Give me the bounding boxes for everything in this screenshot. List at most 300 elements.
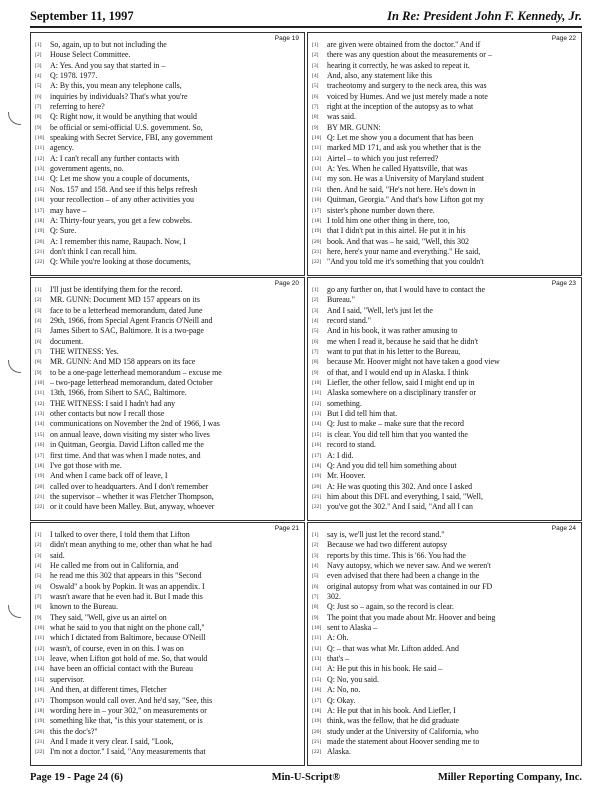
transcript-line bbox=[312, 461, 578, 471]
line-number: [2] bbox=[312, 52, 319, 59]
line-text: are given were obtained from the doctor." And if bbox=[327, 40, 481, 49]
line-text: A: I did. bbox=[327, 450, 354, 460]
transcript-line bbox=[35, 716, 301, 726]
line-number: [13] bbox=[35, 166, 45, 173]
line-number: [2] bbox=[35, 52, 42, 59]
line-number: [20] bbox=[312, 728, 322, 735]
line-text: And then, at different times, Fletcher bbox=[50, 685, 167, 695]
line-text: don't think I can recall him. bbox=[50, 246, 137, 256]
line-number: [4] bbox=[312, 73, 319, 80]
line-text: be official or semi-official U.S. government. So, bbox=[50, 122, 203, 132]
transcript-lines bbox=[35, 285, 301, 513]
transcript-line bbox=[35, 357, 301, 367]
line-text: The point that you made about Mr. Hoover and being bbox=[327, 612, 496, 622]
line-text: voiced by Humes. And we just merely made a note bbox=[327, 91, 488, 101]
transcript-line bbox=[35, 71, 301, 81]
line-text: wasn't aware that he even had it. But I made this bbox=[50, 592, 203, 602]
line-text: I'm not a doctor." I said, "Any measurements that bbox=[50, 747, 206, 757]
line-number: [8] bbox=[35, 359, 42, 366]
line-number: [1] bbox=[312, 532, 319, 538]
transcript-line bbox=[312, 551, 578, 561]
line-text: I've got those with me. bbox=[50, 460, 122, 470]
transcript-line bbox=[312, 582, 578, 592]
transcript-page bbox=[30, 522, 305, 766]
line-number: [9] bbox=[312, 614, 319, 621]
line-number: [16] bbox=[35, 197, 45, 204]
line-number: [6] bbox=[312, 93, 319, 100]
line-number: [17] bbox=[312, 452, 322, 459]
line-number: [13] bbox=[35, 656, 45, 663]
transcript-lines bbox=[35, 530, 301, 758]
line-number: [21] bbox=[35, 493, 45, 500]
line-number: [4] bbox=[312, 318, 319, 325]
line-text: in Quitman, Georgia. David Lifton called me the bbox=[50, 440, 204, 450]
line-text: you've got the 302." And I said, "And all I can bbox=[327, 502, 473, 512]
line-text: or it could have been Malley. But, anyway, whoever bbox=[50, 502, 215, 512]
transcript-line bbox=[35, 696, 301, 706]
line-number: [17] bbox=[35, 697, 45, 704]
transcript-line bbox=[35, 81, 301, 91]
transcript-line bbox=[312, 206, 578, 216]
transcript-line bbox=[312, 592, 578, 602]
transcript-page bbox=[30, 32, 305, 276]
line-number: [21] bbox=[35, 248, 45, 255]
transcript-line bbox=[312, 81, 578, 91]
transcript-line bbox=[35, 316, 301, 326]
transcript-line bbox=[312, 237, 578, 247]
line-text: A: He put that in his book. And Liefler, I bbox=[327, 705, 456, 715]
transcript-line bbox=[312, 430, 578, 440]
transcript-line bbox=[35, 102, 301, 112]
line-text: I talked to over there, I told them that Lifton bbox=[50, 530, 190, 539]
transcript-line bbox=[312, 295, 578, 305]
transcript-line bbox=[312, 247, 578, 257]
line-number: [3] bbox=[35, 552, 42, 559]
line-text: And I made it very clear. I said, "Look, bbox=[50, 736, 174, 746]
line-number: [8] bbox=[312, 114, 319, 121]
transcript-line bbox=[35, 347, 301, 357]
line-text: go any further on, that I would have to contact the bbox=[327, 285, 485, 294]
line-text: I'll just be identifying them for the record. bbox=[50, 285, 183, 294]
transcript-line bbox=[35, 592, 301, 602]
line-text: marked MD 171, and ask you whether that is the bbox=[327, 143, 481, 153]
line-number: [4] bbox=[312, 563, 319, 570]
transcript-line bbox=[312, 706, 578, 716]
transcript-line bbox=[35, 112, 301, 122]
line-number: [14] bbox=[312, 666, 322, 673]
line-text: I told him one other thing in there, too, bbox=[327, 215, 450, 225]
line-text: think, was the fellow, that he did graduate bbox=[327, 716, 460, 726]
line-text: Q: While you're looking at those documents, bbox=[50, 257, 191, 267]
transcript-line bbox=[312, 40, 578, 50]
line-number: [12] bbox=[35, 155, 45, 162]
line-text: And I said, "Well, let's just let the bbox=[327, 305, 433, 315]
line-number: [5] bbox=[35, 573, 42, 580]
transcript-line bbox=[35, 143, 301, 153]
line-text: which I dictated from Baltimore, because O'Neill bbox=[50, 633, 206, 643]
line-number: [19] bbox=[35, 473, 45, 480]
line-text: Q: Sure. bbox=[50, 226, 77, 236]
line-number: [14] bbox=[35, 666, 45, 673]
transcript-line bbox=[35, 92, 301, 102]
line-text: sister's phone number down there. bbox=[327, 205, 435, 215]
line-number: [16] bbox=[35, 442, 45, 449]
line-number: [12] bbox=[35, 400, 45, 407]
line-text: book. And that was – he said, "Well, this 302 bbox=[327, 236, 469, 246]
transcript-line bbox=[35, 675, 301, 685]
line-text: that I didn't put in this airtel. He put it in his bbox=[327, 226, 466, 236]
transcript-line bbox=[312, 644, 578, 654]
line-text: Alaska somewhere on a disciplinary transfer or bbox=[327, 388, 476, 398]
transcript-lines bbox=[35, 40, 301, 268]
transcript-line bbox=[35, 654, 301, 664]
line-text: A: I remember this name, Raupach. Now, I bbox=[50, 236, 186, 246]
transcript-line bbox=[312, 378, 578, 388]
line-number: [1] bbox=[312, 287, 319, 293]
transcript-line bbox=[35, 644, 301, 654]
transcript-line bbox=[35, 195, 301, 205]
line-number: [18] bbox=[312, 462, 322, 469]
line-number: [6] bbox=[35, 338, 42, 345]
line-text: "And you told me it's something that you couldn't bbox=[327, 257, 484, 267]
line-text: speaking with Secret Service, FBI, any government bbox=[50, 133, 213, 143]
line-text: A: Yes. When he called Hyattsville, that was bbox=[327, 164, 468, 174]
line-number: [15] bbox=[35, 186, 45, 193]
line-text: agency. bbox=[50, 143, 74, 153]
transcript-line bbox=[312, 164, 578, 174]
line-number: [8] bbox=[35, 114, 42, 121]
line-text: BY MR. GUNN: bbox=[327, 122, 381, 132]
transcript-line bbox=[312, 747, 578, 757]
transcript-line bbox=[35, 123, 301, 133]
transcript-line bbox=[35, 368, 301, 378]
transcript-line bbox=[35, 326, 301, 336]
transcript-line bbox=[35, 461, 301, 471]
line-text: have been an official contact with the Bureau bbox=[50, 664, 193, 674]
transcript-line bbox=[312, 737, 578, 747]
transcript-line bbox=[35, 571, 301, 581]
transcript-line bbox=[35, 430, 301, 440]
line-number: [3] bbox=[312, 62, 319, 69]
line-number: [16] bbox=[35, 687, 45, 694]
header-case-title: In Re: President John F. Kennedy, Jr. bbox=[387, 9, 582, 23]
line-number: [15] bbox=[35, 431, 45, 438]
line-number: [6] bbox=[312, 338, 319, 345]
line-text: wording here in – your 302," on measurements or bbox=[50, 705, 207, 715]
transcript-line bbox=[312, 654, 578, 664]
line-number: [9] bbox=[35, 124, 42, 131]
line-text: on annual leave, down visiting my sister who lives bbox=[50, 429, 210, 439]
transcript-page bbox=[307, 277, 582, 521]
line-text: A: He put this in his book. He said – bbox=[327, 664, 443, 674]
line-number: [22] bbox=[312, 504, 322, 511]
line-text: Bureau." bbox=[327, 295, 355, 305]
line-text: Liefler, the other fellow, said I might end up in bbox=[327, 378, 475, 388]
line-number: [5] bbox=[35, 328, 42, 335]
line-text: – two-page letterhead memorandum, dated October bbox=[50, 378, 213, 388]
line-text: Q: Okay. bbox=[327, 695, 356, 705]
line-number: [18] bbox=[312, 707, 322, 714]
line-number: [22] bbox=[312, 749, 322, 756]
line-text: there was any question about the measurements or – bbox=[327, 50, 492, 60]
line-number: [20] bbox=[312, 483, 322, 490]
transcript-line bbox=[312, 502, 578, 512]
line-number: [12] bbox=[312, 155, 322, 162]
line-text: to be a one-page letterhead memorandum – excuse me bbox=[50, 367, 222, 377]
line-number: [2] bbox=[312, 297, 319, 304]
transcript-line bbox=[35, 247, 301, 257]
line-number: [16] bbox=[312, 442, 322, 449]
transcript-line bbox=[35, 399, 301, 409]
line-number: [15] bbox=[35, 676, 45, 683]
line-number: [20] bbox=[35, 728, 45, 735]
transcript-line bbox=[35, 306, 301, 316]
transcript-line bbox=[35, 737, 301, 747]
transcript-line bbox=[35, 174, 301, 184]
transcript-line bbox=[35, 295, 301, 305]
line-number: [20] bbox=[312, 238, 322, 245]
line-number: [7] bbox=[35, 349, 42, 356]
line-text: my son. He was a University of Maryland student bbox=[327, 174, 485, 184]
line-text: first time. And that was when I made notes, and bbox=[50, 450, 201, 460]
transcript-line bbox=[35, 337, 301, 347]
line-number: [14] bbox=[35, 176, 45, 183]
transcript-line bbox=[312, 540, 578, 550]
line-number: [18] bbox=[312, 217, 322, 224]
line-number: [22] bbox=[35, 749, 45, 756]
line-number: [6] bbox=[312, 583, 319, 590]
line-number: [21] bbox=[312, 248, 322, 255]
line-text: communications on November the 2nd of 1966, I was bbox=[50, 419, 220, 429]
line-number: [5] bbox=[312, 328, 319, 335]
page-number-label: Page 24 bbox=[551, 525, 576, 532]
line-text: of that, and I would end up in Alaska. I think bbox=[327, 367, 469, 377]
transcript-line bbox=[312, 419, 578, 429]
transcript-line bbox=[35, 409, 301, 419]
line-text: sent to Alaska – bbox=[327, 623, 378, 633]
transcript-line bbox=[312, 306, 578, 316]
line-number: [18] bbox=[35, 217, 45, 224]
page-number-label: Page 23 bbox=[551, 280, 576, 287]
transcript-line bbox=[312, 685, 578, 695]
line-number: [9] bbox=[35, 369, 42, 376]
transcript-line bbox=[312, 602, 578, 612]
line-number: [6] bbox=[35, 93, 42, 100]
line-number: [4] bbox=[35, 318, 42, 325]
transcript-line bbox=[35, 61, 301, 71]
line-number: [8] bbox=[312, 604, 319, 611]
transcript-line bbox=[312, 368, 578, 378]
line-number: [4] bbox=[35, 563, 42, 570]
line-text: that's – bbox=[327, 654, 350, 664]
line-number: [12] bbox=[312, 400, 322, 407]
line-text: James Sibert to SAC, Baltimore. It is a two-page bbox=[50, 326, 204, 336]
line-number: [12] bbox=[35, 645, 45, 652]
transcript-line bbox=[312, 357, 578, 367]
line-text: right at the inception of the autopsy as to what bbox=[327, 102, 474, 112]
transcript-line bbox=[312, 92, 578, 102]
line-number: [5] bbox=[35, 83, 42, 90]
line-text: Mr. Hoover. bbox=[327, 471, 366, 481]
line-number: [5] bbox=[312, 573, 319, 580]
line-number: [8] bbox=[35, 604, 42, 611]
transcript-line bbox=[312, 399, 578, 409]
transcript-line bbox=[312, 409, 578, 419]
line-text: And, also, any statement like this bbox=[327, 71, 432, 81]
transcript-line bbox=[35, 451, 301, 461]
transcript-line bbox=[35, 419, 301, 429]
transcript-line bbox=[35, 706, 301, 716]
transcript-line bbox=[35, 378, 301, 388]
transcript-line bbox=[35, 185, 301, 195]
line-number: [6] bbox=[35, 583, 42, 590]
line-number: [22] bbox=[35, 259, 45, 266]
line-text: They said, "Well, give us an airtel on bbox=[50, 612, 167, 622]
transcript-line bbox=[35, 482, 301, 492]
transcript-lines bbox=[312, 40, 578, 268]
line-number: [2] bbox=[35, 297, 42, 304]
line-text: he read me this 302 that appears in this "Second bbox=[50, 571, 202, 581]
transcript-line bbox=[312, 727, 578, 737]
line-number: [12] bbox=[312, 645, 322, 652]
line-text: A: Yes. And you say that started in – bbox=[50, 60, 166, 70]
transcript-line bbox=[312, 613, 578, 623]
line-number: [2] bbox=[35, 542, 42, 549]
transcript-line bbox=[312, 195, 578, 205]
transcript-line bbox=[35, 685, 301, 695]
line-number: [7] bbox=[35, 104, 42, 111]
line-number: [7] bbox=[312, 349, 319, 356]
transcript-line bbox=[312, 61, 578, 71]
line-text: him about this DFL and everything, I said, "Well, bbox=[327, 491, 483, 501]
line-number: [16] bbox=[312, 687, 322, 694]
line-text: here, here's your name and everything." He said, bbox=[327, 246, 481, 256]
line-text: called over to headquarters. And I don't remember bbox=[50, 481, 209, 491]
transcript-line bbox=[312, 571, 578, 581]
transcript-page bbox=[307, 522, 582, 766]
transcript-line bbox=[312, 285, 578, 295]
line-text: said. bbox=[50, 550, 65, 560]
line-number: [14] bbox=[312, 421, 322, 428]
line-text: reports by this time. This is '66. You had the bbox=[327, 550, 466, 560]
line-number: [14] bbox=[312, 176, 322, 183]
transcript-line bbox=[35, 623, 301, 633]
transcript-line bbox=[35, 492, 301, 502]
line-number: [7] bbox=[35, 594, 42, 601]
line-number: [5] bbox=[312, 83, 319, 90]
footer-page-range: Page 19 - Page 24 (6) bbox=[30, 772, 124, 783]
line-text: document. bbox=[50, 336, 84, 346]
line-number: [7] bbox=[312, 594, 319, 601]
transcript-line bbox=[312, 451, 578, 461]
line-text: even advised that there had been a change in the bbox=[327, 571, 480, 581]
page-number-label: Page 19 bbox=[274, 35, 299, 42]
line-number: [14] bbox=[35, 421, 45, 428]
line-text: Q: – that was what Mr. Lifton added. And bbox=[327, 643, 459, 653]
transcript-line bbox=[312, 133, 578, 143]
line-text: Airtel – to which you just referred? bbox=[327, 153, 439, 163]
line-number: [10] bbox=[35, 135, 45, 142]
transcript-lines bbox=[312, 285, 578, 513]
transcript-line bbox=[312, 50, 578, 60]
line-text: MR. GUNN: And MD 158 appears on its face bbox=[50, 357, 196, 367]
line-text: record to stand. bbox=[327, 440, 376, 450]
line-number: [20] bbox=[35, 238, 45, 245]
line-number: [11] bbox=[35, 145, 45, 152]
transcript-line bbox=[35, 133, 301, 143]
transcript-line bbox=[312, 174, 578, 184]
line-text: A: No, no. bbox=[327, 685, 361, 695]
line-text: tracheotomy and surgery to the neck area, this was bbox=[327, 81, 487, 91]
line-text: known to the Bureau. bbox=[50, 602, 118, 612]
line-text: is clear. You did tell him that you wanted the bbox=[327, 429, 468, 439]
line-text: Q: Let me show you a document that has been bbox=[327, 133, 474, 143]
line-text: Thompson would call over. And he'd say, "See, this bbox=[50, 695, 213, 705]
line-number: [21] bbox=[35, 738, 45, 745]
line-text: 29th, 1966, from Special Agent Francis O'Neill and bbox=[50, 316, 213, 326]
line-text: THE WITNESS: Yes. bbox=[50, 347, 119, 357]
line-text: So, again, up to but not including the bbox=[50, 40, 167, 49]
line-number: [1] bbox=[312, 42, 319, 48]
transcript-line bbox=[312, 664, 578, 674]
line-number: [19] bbox=[312, 718, 322, 725]
line-text: me when I read it, because he said that he didn't bbox=[327, 336, 479, 346]
page-footer bbox=[30, 772, 582, 786]
line-text: And in his book, it was rather amusing to bbox=[327, 326, 458, 336]
line-text: because Mr. Hoover might not have taken a good view bbox=[327, 357, 500, 367]
line-text: inquiries by individuals? That's what you're bbox=[50, 91, 188, 101]
line-text: record stand." bbox=[327, 316, 371, 326]
line-text: Navy autopsy, which we never saw. And we weren't bbox=[327, 561, 491, 571]
line-number: [1] bbox=[35, 42, 42, 48]
line-text: He called me from out in California, and bbox=[50, 561, 179, 571]
line-number: [19] bbox=[35, 228, 45, 235]
line-number: [1] bbox=[35, 532, 42, 538]
transcript-line bbox=[312, 123, 578, 133]
line-number: [21] bbox=[312, 493, 322, 500]
line-number: [11] bbox=[312, 390, 322, 397]
transcript-page bbox=[307, 32, 582, 276]
transcript-line bbox=[312, 337, 578, 347]
line-text: made the statement about Hoover sending me to bbox=[327, 736, 480, 746]
transcript-grid bbox=[30, 32, 582, 767]
line-text: leave, when Lifton got hold of me. So, that would bbox=[50, 654, 208, 664]
transcript-line bbox=[35, 602, 301, 612]
line-text: study under at the University of California, who bbox=[327, 726, 479, 736]
transcript-line bbox=[35, 502, 301, 512]
transcript-line bbox=[35, 285, 301, 295]
line-text: THE WITNESS: I said I hadn't had any bbox=[50, 398, 176, 408]
line-number: [13] bbox=[312, 656, 322, 663]
line-text: A: Thirty-four years, you get a few cobwebs. bbox=[50, 215, 193, 225]
line-text: A: He was quoting this 302. And once I asked bbox=[327, 481, 473, 491]
line-text: want to put that in his letter to the Bureau, bbox=[327, 347, 461, 357]
transcript-line bbox=[35, 561, 301, 571]
line-number: [11] bbox=[35, 635, 45, 642]
transcript-line bbox=[312, 71, 578, 81]
line-text: Alaska. bbox=[327, 747, 351, 757]
line-text: Nos. 157 and 158. And see if this helps refresh bbox=[50, 184, 198, 194]
line-text: hearing it correctly, he was asked to repeat it. bbox=[327, 60, 470, 70]
transcript-line bbox=[312, 633, 578, 643]
line-number: [13] bbox=[312, 411, 322, 418]
line-number: [10] bbox=[312, 135, 322, 142]
transcript-line bbox=[35, 727, 301, 737]
line-number: [16] bbox=[312, 197, 322, 204]
line-text: was said. bbox=[327, 112, 356, 122]
line-text: this the doc's?" bbox=[50, 726, 98, 736]
transcript-line bbox=[35, 206, 301, 216]
